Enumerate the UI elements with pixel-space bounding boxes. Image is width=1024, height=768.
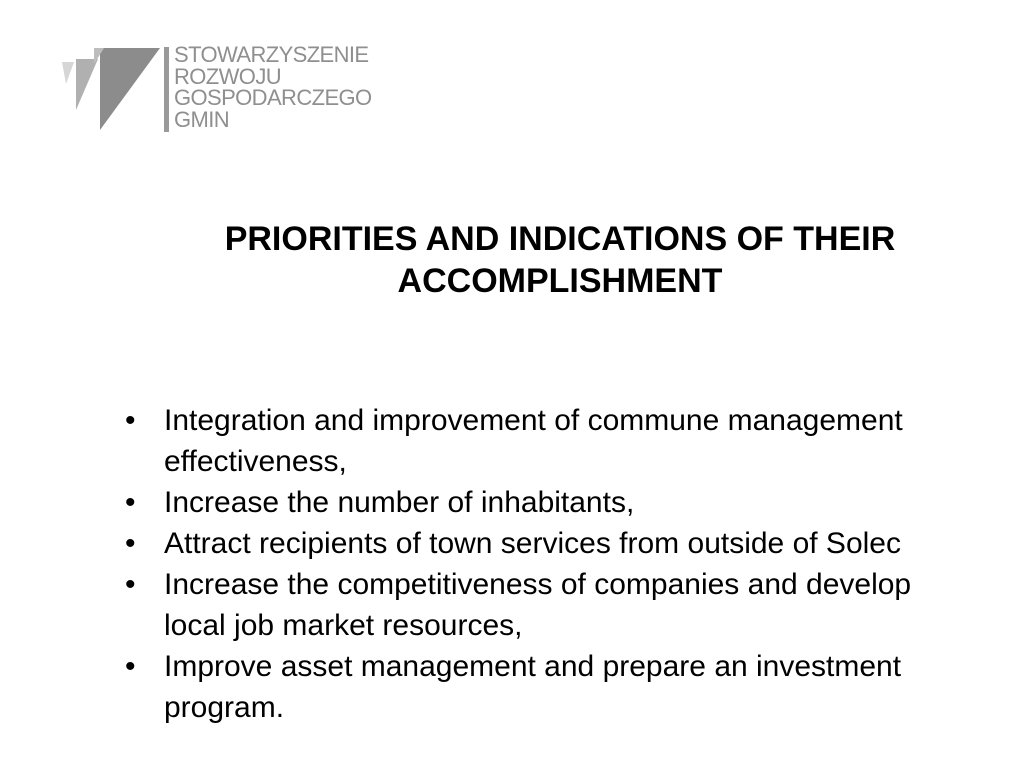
logo-line-2: ROZWOJU [174,63,282,89]
logo-line-1: STOWARZYSZENIE [174,42,369,67]
list-item [125,482,925,523]
list-item-text: Attract recipients of town services from outside of Solec [164,527,901,560]
bullet-icon: • [125,650,136,683]
logo-divider [164,47,169,132]
list-item-text: Improve asset management and prepare an investment program. [164,650,902,724]
logo-line-3: GOSPODARCZEGO [174,85,372,110]
logo-wordmark [174,44,372,130]
bullet-icon: • [125,568,136,601]
list-item [125,646,925,728]
priority-list [125,400,925,728]
list-item-text: Increase the number of inhabitants, [164,486,635,519]
list-item-text: Integration and improvement of commune management effectiveness, [164,404,903,478]
slide-title: PRIORITIES AND INDICATIONS OF THEIR ACCOMPLISHMENT [224,220,896,300]
logo-mark-icon [62,44,162,134]
bullet-icon: • [125,486,136,519]
bullet-icon: • [125,527,136,560]
organization-logo [62,44,402,136]
list-item-text: Increase the competitiveness of companies and develop local job market resources, [164,568,912,642]
bullet-icon: • [125,404,136,437]
list-item [125,400,925,482]
list-item [125,564,925,646]
list-item [125,523,925,564]
logo-line-4: GMIN [174,106,230,132]
